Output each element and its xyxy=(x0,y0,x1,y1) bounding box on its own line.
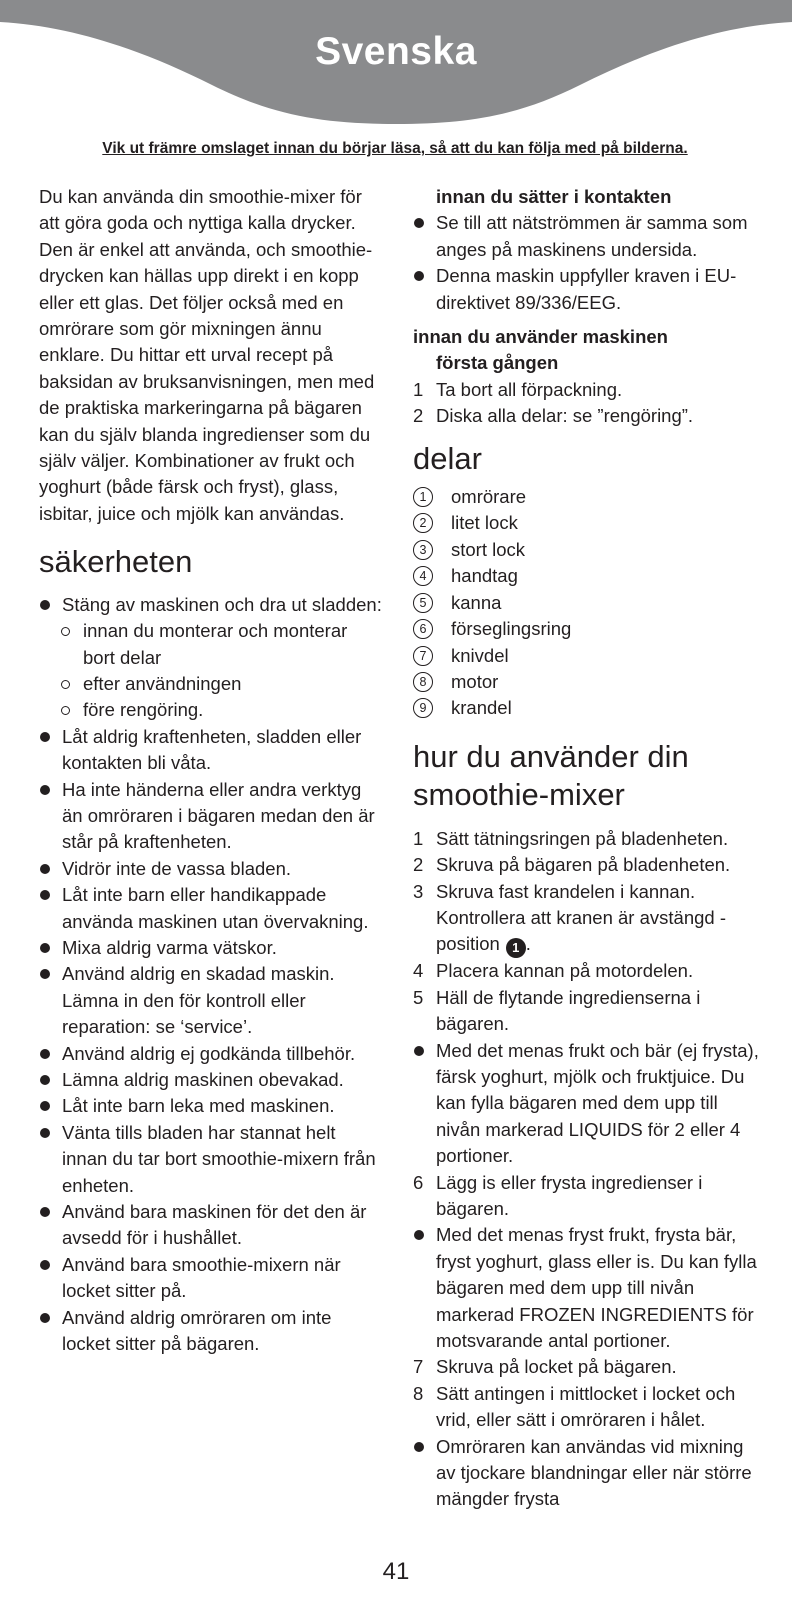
part-item xyxy=(413,695,763,721)
safety-item: Lämna aldrig maskinen obevakad. xyxy=(39,1067,384,1093)
step-number: 7 xyxy=(413,1356,424,1378)
part-label: krandel xyxy=(451,697,512,719)
safety-item: Låt inte barn eller handikappade använda maskinen utan övervakning. xyxy=(39,882,384,935)
usage-step xyxy=(413,1354,763,1380)
step-number: 3 xyxy=(413,880,424,902)
parts-list xyxy=(413,484,763,722)
left-column xyxy=(39,184,384,1357)
step-number: 8 xyxy=(413,1382,424,1404)
step-text: Sätt antingen i mittlocket i locket och vrid, eller sätt i omröraren i hålet. xyxy=(436,1382,736,1431)
part-number: 3 xyxy=(413,540,433,560)
part-item xyxy=(413,590,763,616)
page-title: Svenska xyxy=(315,30,477,73)
part-item xyxy=(413,616,763,642)
safety-item: Låt aldrig kraftenheten, sladden eller kontakten bli våta. xyxy=(39,724,384,777)
safety-heading: säkerheten xyxy=(39,544,193,580)
fold-out-notice: Vik ut främre omslaget innan du börjar läsa, så att du kan följa med på bilderna. xyxy=(102,140,688,157)
part-item xyxy=(413,669,763,695)
part-number: 5 xyxy=(413,593,433,613)
part-item xyxy=(413,643,763,669)
first-use-step xyxy=(413,377,763,403)
first-use-heading-line1: innan du använder maskinen xyxy=(413,326,668,348)
part-number: 7 xyxy=(413,646,433,666)
step-text: Häll de flytande ingredienserna i bägaren. xyxy=(436,986,701,1035)
safety-item: Använd aldrig en skadad maskin. Lämna in den för kontroll eller reparation: se ‘service’. xyxy=(39,961,384,1040)
usage-step xyxy=(413,852,763,878)
usage-heading xyxy=(413,738,763,814)
step-number: 4 xyxy=(413,960,424,982)
part-number: 8 xyxy=(413,672,433,692)
safety-item: Vidrör inte de vassa bladen. xyxy=(39,856,384,882)
safety-item: Använd bara smoothie-mixern när locket sitter på. xyxy=(39,1252,384,1305)
part-item xyxy=(413,563,763,589)
step-text: Skruva fast krandelen i kannan. Kontrollera att kranen är avstängd - position xyxy=(436,880,726,955)
part-label: knivdel xyxy=(451,644,509,666)
step-text: Skruva på bägaren på bladenheten. xyxy=(436,854,731,876)
step-text: Sätt tätningsringen på bladenheten. xyxy=(436,827,729,849)
part-label: kanna xyxy=(451,591,502,613)
safety-item: Använd bara maskinen för det den är avsedd för i hushållet. xyxy=(39,1199,384,1252)
part-number: 6 xyxy=(413,619,433,639)
step-number: 6 xyxy=(413,1171,424,1193)
step-text-end: . xyxy=(525,933,531,955)
usage-bullet: Med det menas frukt och bär (ej frysta), färsk yoghurt, mjölk och fruktjuice. Du kan fylla bägaren med dem upp till nivån markerad LIQUIDS för 2 eller 4 portioner. xyxy=(413,1038,763,1170)
usage-list xyxy=(413,826,763,1513)
step-text: Lägg is eller frysta ingredienser i bägaren. xyxy=(436,1171,703,1219)
safety-item: Mixa aldrig varma vätskor. xyxy=(39,935,384,961)
usage-heading-line1: hur du använder din xyxy=(413,738,689,774)
usage-step xyxy=(413,958,763,984)
part-number: 9 xyxy=(413,698,433,718)
safety-subitem: före rengöring. xyxy=(39,697,384,723)
first-use-heading xyxy=(413,324,763,377)
usage-heading-line2: smoothie-mixer xyxy=(413,776,625,812)
safety-list xyxy=(39,592,384,1358)
part-label: handtag xyxy=(451,565,518,587)
safety-subitem: efter användningen xyxy=(39,671,384,697)
first-use-step xyxy=(413,403,763,429)
header-banner xyxy=(0,0,792,130)
step-text: Skruva på locket på bägaren. xyxy=(436,1356,677,1378)
before-plug-item: Se till att nätströmmen är samma som anges på maskinens undersida. xyxy=(413,210,763,263)
usage-step xyxy=(413,1170,763,1223)
part-label: motor xyxy=(451,670,499,692)
part-label: förseglingsring xyxy=(451,618,572,640)
intro-paragraph: Du kan använda din smoothie-mixer för att göra goda och nyttiga kalla drycker. Den är enkel att använda, och smoothie-drycken kan hällas upp direkt i en kopp eller ett glas. Det följer också med en omrörare som gör mixningen ännu enklare. Du hittar ett urval recept på baksidan av bruksanvisningen, men med de praktiska markeringarna på bägaren kan du själv blanda ingredienser som du själv väljer. Kombinationer av frukt och yoghurt (både färsk och fryst), glass, isbitar, juice och mjölk kan användas. xyxy=(39,186,375,524)
part-item xyxy=(413,484,763,510)
position-badge-icon: 1 xyxy=(506,938,526,958)
step-text: Ta bort all förpackning. xyxy=(436,378,623,400)
usage-step xyxy=(413,826,763,852)
step-number: 2 xyxy=(413,854,424,876)
part-number: 1 xyxy=(413,487,433,507)
before-plug-item: Denna maskin uppfyller kraven i EU-direktivet 89/336/EEG. xyxy=(413,263,763,316)
usage-step xyxy=(413,1381,763,1434)
before-plug-list xyxy=(413,210,763,316)
safety-item: Låt inte barn leka med maskinen. xyxy=(39,1093,384,1119)
usage-step xyxy=(413,879,763,959)
safety-item: Stäng av maskinen och dra ut sladden: xyxy=(39,592,384,618)
part-number: 4 xyxy=(413,566,433,586)
step-number: 2 xyxy=(413,405,424,427)
safety-item: Ha inte händerna eller andra verktyg än omröraren i bägaren medan den är står på kraftenheten. xyxy=(39,777,384,856)
step-text: Placera kannan på motordelen. xyxy=(436,960,694,982)
safety-item: Använd aldrig omröraren om inte locket sitter på bägaren. xyxy=(39,1305,384,1358)
usage-step xyxy=(413,985,763,1038)
usage-bullet: Omröraren kan användas vid mixning av tjockare blandningar eller när större mängder frysta xyxy=(413,1434,763,1513)
part-label: stort lock xyxy=(451,538,526,560)
safety-item: Vänta tills bladen har stannat helt innan du tar bort smoothie-mixern från enheten. xyxy=(39,1120,384,1199)
first-use-list xyxy=(413,377,763,430)
parts-heading: delar xyxy=(413,440,482,476)
step-number: 1 xyxy=(413,378,424,400)
page-number: 41 xyxy=(382,1558,410,1585)
part-label: omrörare xyxy=(451,486,527,508)
right-column xyxy=(413,184,763,1513)
step-text: Diska alla delar: se ”rengöring”. xyxy=(436,405,694,427)
first-use-heading-line2: första gången xyxy=(436,352,559,374)
step-number: 5 xyxy=(413,986,424,1008)
step-number: 1 xyxy=(413,827,424,849)
part-item xyxy=(413,537,763,563)
part-number: 2 xyxy=(413,513,433,533)
safety-item: Använd aldrig ej godkända tillbehör. xyxy=(39,1041,384,1067)
safety-subitem: innan du monterar och monterar bort delar xyxy=(39,618,384,671)
before-plug-heading: innan du sätter i kontakten xyxy=(436,186,672,207)
part-label: litet lock xyxy=(451,512,518,534)
usage-bullet: Med det menas fryst frukt, frysta bär, fryst yoghurt, glass eller is. Du kan fylla bägaren med dem upp till nivån markerad FROZEN INGREDIENTS för motsvarande antal portioner. xyxy=(413,1222,763,1354)
part-item xyxy=(413,510,763,536)
